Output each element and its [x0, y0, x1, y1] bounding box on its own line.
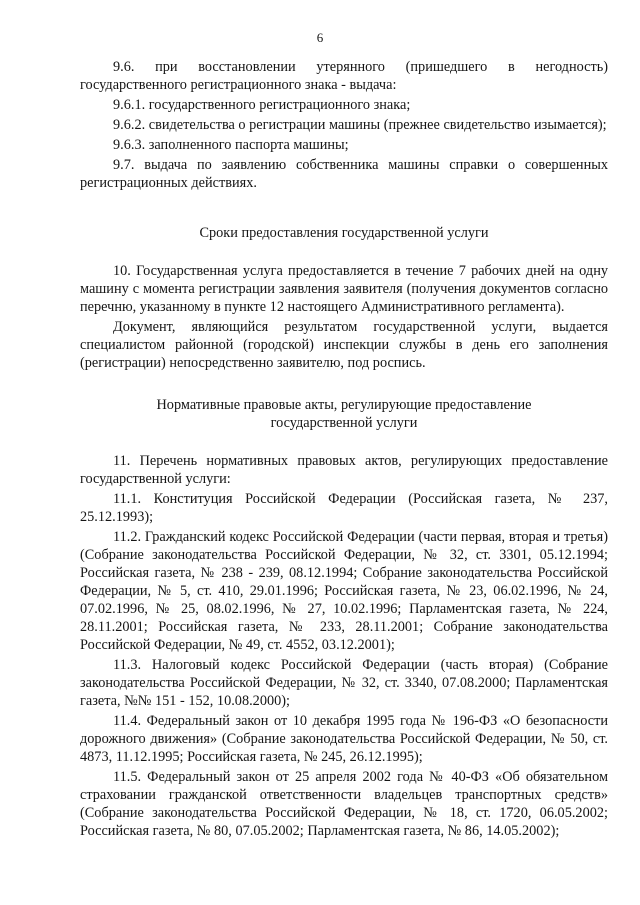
paragraph-11-2: 11.2. Гражданский кодекс Российской Федерации (части первая, вторая и третья) (Собрание законодательства Российской Федерации, № 32, ст. 3301, 05.12.1994; Российская газета, № 238 - 239, 08.12.1994; Собрание законодательства Российской Федерации, № 5, ст. 410, 29.01.1996; Российская газета, № 23, 06.02.1996, № 24, 07.02.1996, № 25, 08.02.1996, № 27, 10.02.1996; Парламентская газета, № 224, 28.11.2001; Российская газета, № 233, 28.11.2001; Собрание законодательства Российской Федерации, № 49, ст. 4552, 03.12.2001);: [80, 529, 608, 653]
paragraph-11-1: 11.1. Конституция Российской Федерации (Российская газета, № 237, 25.12.1993);: [80, 491, 608, 525]
paragraph-10: 10. Государственная услуга предоставляется в течение 7 рабочих дней на одну машину с момента регистрации заявления заявителя (получения документов согласно перечню, указанному в пункте 12 настоящего Административного регламента).: [80, 263, 608, 315]
paragraph-9-6-1: 9.6.1. государственного регистрационного знака;: [113, 97, 411, 113]
paragraph-11-3: 11.3. Налоговый кодекс Российской Федерации (часть вторая) (Собрание законодательства Российской Федерации, № 32, ст. 3340, 07.08.2000; Парламентская газета, №№ 151 - 152, 10.08.2000);: [80, 657, 608, 709]
paragraph-11-4: 11.4. Федеральный закон от 10 декабря 1995 года № 196-ФЗ «О безопасности дорожного движения» (Собрание законодательства Российской Федерации, № 50, ст. 4873, 11.12.1995; Российская газета, № 245, 26.12.1995);: [80, 713, 608, 765]
page-number: 6: [316, 30, 324, 45]
paragraph-9-6: 9.6. при восстановлении утерянного (пришедшего в негодность) государственного регистрационного знака - выдача:: [80, 59, 608, 93]
paragraph-11-5: 11.5. Федеральный закон от 25 апреля 2002 года № 40-ФЗ «Об обязательном страховании гражданской ответственности владельцев транспортных средств» (Собрание законодательства Российской Федерации, № 18, ст. 1720, 06.05.2002; Российская газета, № 80, 07.05.2002; Парламентская газета, № 86, 14.05.2002);: [80, 769, 608, 839]
section-heading-legal-acts-line1: Нормативные правовые акты, регулирующие предоставление: [156, 397, 532, 413]
section-heading-legal-acts-line2: государственной услуги: [270, 415, 418, 431]
section-heading-legal-acts: [80, 396, 608, 432]
paragraph-9-6-2: 9.6.2. свидетельства о регистрации машины (прежнее свидетельство изымается);: [113, 117, 607, 133]
paragraph-result-document: Документ, являющийся результатом государственной услуги, выдается специалистом районной (городской) инспекции службы в день его заполнения (регистрации) непосредственно заявителю, под роспись.: [80, 319, 608, 371]
paragraph-11: 11. Перечень нормативных правовых актов, регулирующих предоставление государственной услуги:: [80, 453, 608, 487]
document-body: [80, 58, 608, 842]
section-heading-terms: Сроки предоставления государственной услуги: [199, 225, 489, 241]
paragraph-9-6-3: 9.6.3. заполненного паспорта машины;: [113, 137, 349, 153]
paragraph-9-7: 9.7. выдача по заявлению собственника машины справки о совершенных регистрационных действиях.: [80, 157, 608, 191]
